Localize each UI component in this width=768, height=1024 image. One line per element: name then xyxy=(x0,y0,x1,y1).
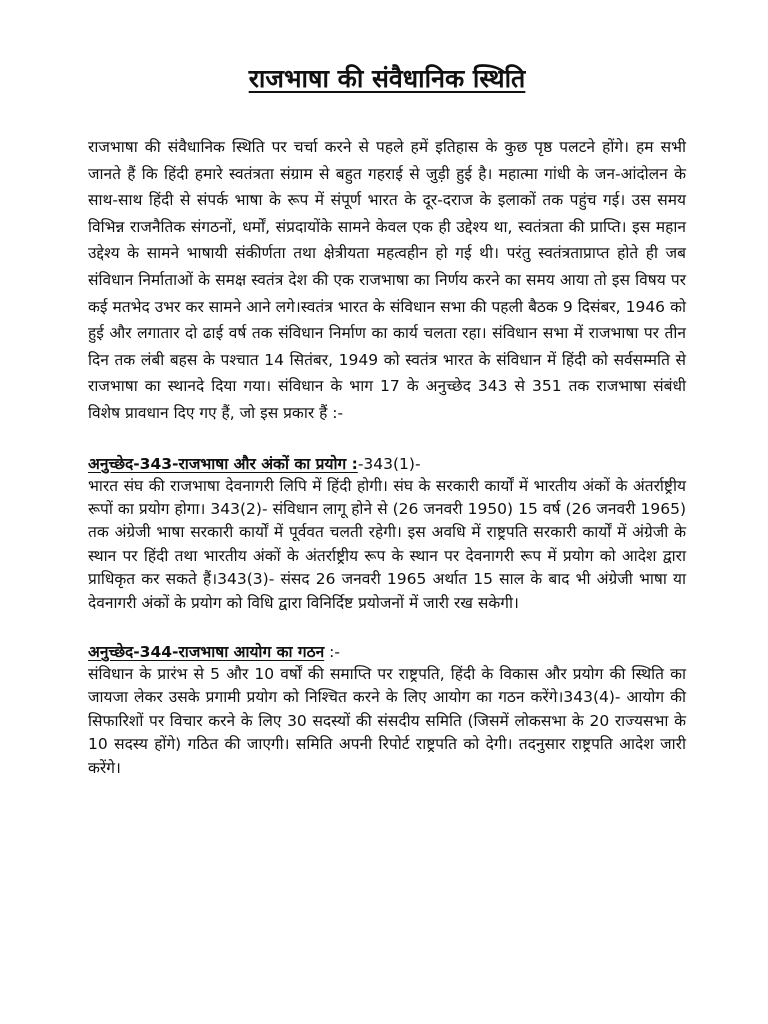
section-article-344 xyxy=(88,641,686,780)
section-heading: अनुच्छेद-344-राजभाषा आयोग का गठन xyxy=(88,642,325,661)
section-heading-line xyxy=(88,641,686,663)
section-heading-suffix: :- xyxy=(324,642,340,661)
section-body: संविधान के प्रारंभ से 5 और 10 वर्षों की समाप्ति पर राष्ट्रपति, हिंदी के विकास और प्रयोग की स्थिति का जायजा लेकर उसके प्रगामी प्रयोग को निश्चित करने के लिए आयोग का गठन करेंगे।343(4)- आयोग की सिफारिशों पर विचार करने के लिए 30 सदस्यों की संसदीय समिति (जिसमें लोकसभा के 20 राज्यसभा के 10 सदस्य होंगे) गठित की जाएगी। समिति अपनी रिपोर्ट राष्ट्रपति को देगी। तदनुसार राष्ट्रपति आदेश जारी करेंगे। xyxy=(88,664,686,777)
intro-paragraph: राजभाषा की संवैधानिक स्थिति पर चर्चा करने से पहले हमें इतिहास के कुछ पृष्ठ पलटने होंगे। हम सभी जानते हैं कि हिंदी हमारे स्वतंत्रता संग्राम से बहुत गहराई से जुड़ी हुई है। महात्मा गांधी के जन-आंदोलन के साथ-साथ हिंदी से संपर्क भाषा के रूप में संपूर्ण भारत के दूर-दराज के इलाकों तक पहुंच गई। उस समय विभिन्न राजनैतिक संगठनों, धर्मों, संप्रदायोंके सामने केवल एक ही उद्देश्य था, स्वतंत्रता की प्राप्ति। इस महान उद्देश्य के सामने भाषायी संकीर्णता तथा क्षेत्रीयता महत्वहीन हो गई थी। परंतु स्वतंत्रताप्राप्त होते ही जब संविधान निर्माताओं के समक्ष स्वतंत्र देश की एक राजभाषा का निर्णय करने का समय आया तो इस विषय पर कई मतभेद उभर कर सामने आने लगे।स्वतंत्र भारत के संविधान सभा की पहली बैठक 9 दिसंबर, 1946 को हुई और लगातार दो ढाई वर्ष तक संविधान निर्माण का कार्य चलता रहा। संविधान सभा में राजभाषा पर तीन दिन तक लंबी बहस के पश्चात 14 सितंबर, 1949 को स्वतंत्र भारत के संविधान में हिंदी को सर्वसम्मति से राजभाषा का स्थानदे दिया गया। संविधान के भाग 17 के अनुच्छेद 343 से 351 तक राजभाषा संबंधी विशेष प्रावधान दिए गए हैं, जो इस प्रकार हैं :- xyxy=(88,138,686,422)
page-title: राजभाषा की संवैधानिक स्थिति xyxy=(248,64,526,93)
section-article-343 xyxy=(88,453,686,615)
section-body: भारत संघ की राजभाषा देवनागरी लिपि में हिंदी होगी। संघ के सरकारी कार्यों में भारतीय अंकों के अंतर्राष्ट्रीय रूपों का प्रयोग होगा। 343(2)- संविधान लागू होने से (26 जनवरी 1950) 15 वर्ष (26 जनवरी 1965) तक अंग्रेजी भाषा सरकारी कार्यों में पूर्ववत चलती रहेगी। इस अवधि में राष्ट्रपति सरकारी कार्यों में अंग्रेजी के स्थान पर हिंदी तथा भारतीय अंकों के अंतर्राष्ट्रीय रूप के स्थान पर देवनागरी रूप में प्रयोग को आदेश द्वारा प्राधिकृत कर सकते हैं।343(3)- संसद 26 जनवरी 1965 अर्थात 15 साल के बाद भी अंग्रेजी भाषा या देवनागरी अंकों के प्रयोग को विधि द्वारा विनिर्दिष्ट प्रयोजनों में जारी रख सकेगी। xyxy=(88,476,686,612)
section-heading: अनुच्छेद-343-राजभाषा और अंकों का प्रयोग : xyxy=(88,454,358,473)
section-heading-suffix: -343(1)- xyxy=(357,454,421,473)
section-heading-line xyxy=(88,453,686,475)
